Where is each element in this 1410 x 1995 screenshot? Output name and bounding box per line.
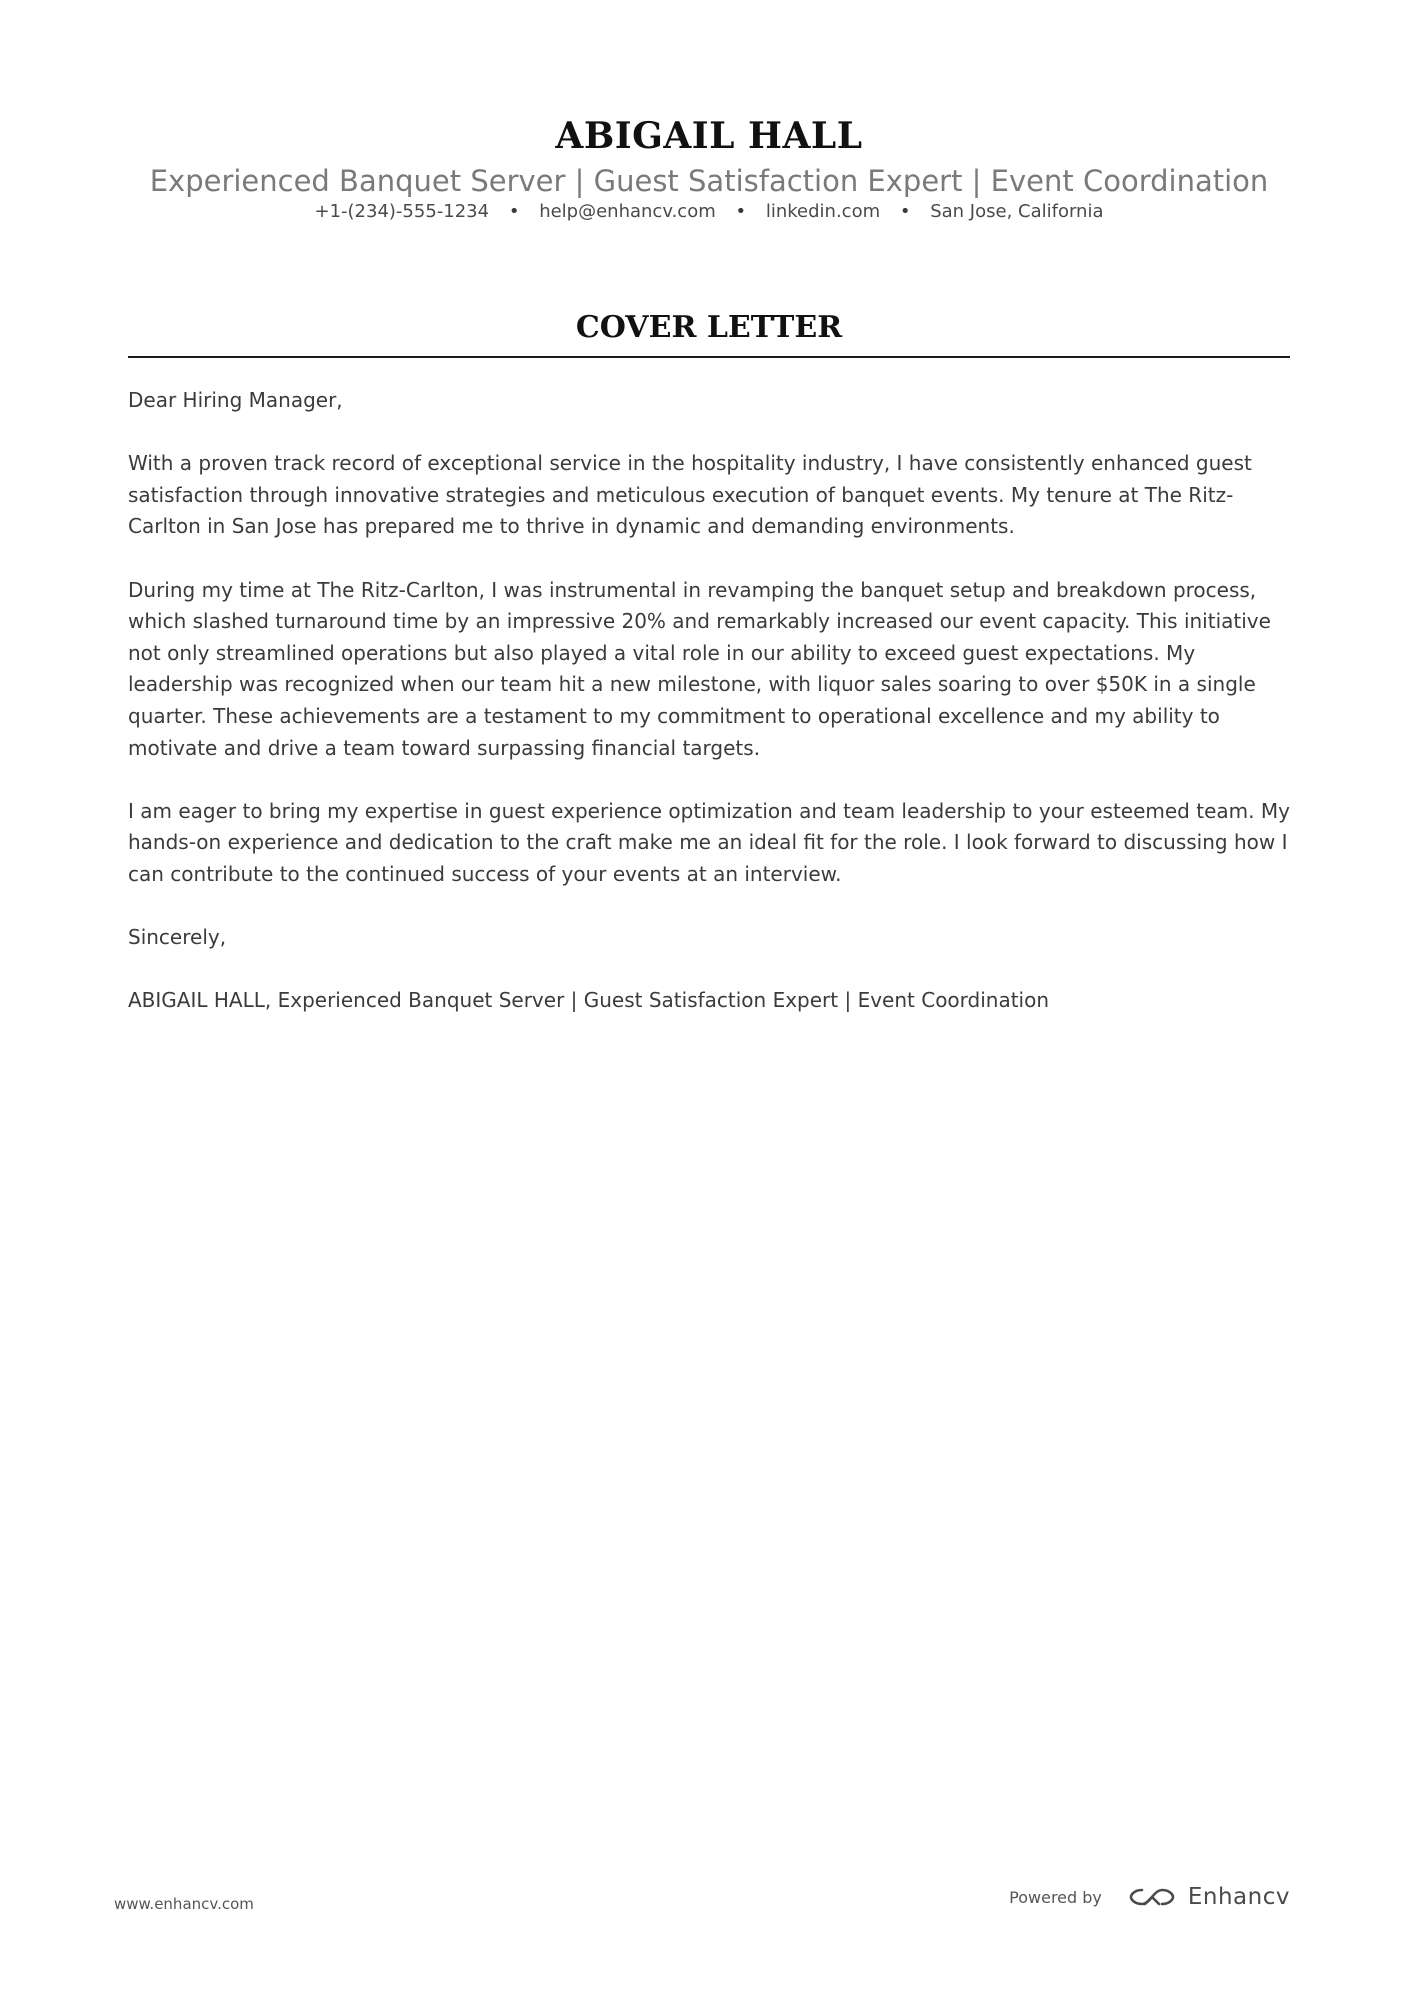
footer-branding — [1009, 1884, 1290, 1910]
contact-line — [128, 200, 1290, 224]
section-divider — [128, 356, 1290, 358]
contact-separator: • — [899, 201, 911, 222]
footer-website[interactable]: www.enhancv.com — [114, 1895, 254, 1913]
contact-location: San Jose, California — [930, 201, 1104, 222]
letter-paragraph: I am eager to bring my expertise in guest experience optimization and team leadership to your esteemed team. My hands-on experience and dedication to the craft make me an ideal fit for the role. I look forward to discussing how I can contribute to the continued success of your events at an interview. — [128, 798, 1290, 886]
enhancv-logo-text: Enhancv — [1187, 1884, 1290, 1910]
candidate-name: ABIGAIL HALL — [555, 115, 863, 157]
contact-email[interactable]: help@enhancv.com — [539, 201, 716, 222]
letter-closing: Sincerely, — [128, 925, 227, 950]
letter-body — [128, 385, 1290, 1048]
letter-salutation: Dear Hiring Manager, — [128, 388, 343, 412]
contact-separator: • — [508, 201, 520, 222]
letter-paragraph: With a proven track record of exceptional service in the hospitality industry, I have consistently enhanced guest satisfaction through innovative strategies and meticulous execution of banquet events. My tenure at The Ritz-Carlton in San Jose has prepared me to thrive in dynamic and demanding environments. — [128, 451, 1252, 539]
section-title: COVER LETTER — [575, 310, 843, 345]
enhancv-logo-icon — [1128, 1885, 1176, 1909]
powered-by-label: Powered by — [1009, 1887, 1102, 1907]
contact-separator: • — [735, 201, 747, 222]
letter-signature: ABIGAIL HALL, Experienced Banquet Server | Guest Satisfaction Expert | Event Coordination — [128, 988, 1050, 1013]
resume-header — [128, 112, 1290, 224]
contact-linkedin[interactable]: linkedin.com — [765, 201, 881, 222]
candidate-headline: Experienced Banquet Server | Guest Satisfaction Expert | Event Coordination — [149, 164, 1269, 198]
letter-paragraph: During my time at The Ritz-Carlton, I was instrumental in revamping the banquet setup and breakdown process, which slashed turnaround time by an impressive 20% and remarkably increased our event capacity. This initiative not only streamlined operations but also played a vital role in our ability to exceed guest expectations. My leadership was recognized when our team hit a new milestone, with liquor sales soaring to over $50K in a single quarter. These achievements are a testament to my commitment to operational excellence and my ability to motivate and drive a team toward surpassing financial targets. — [128, 577, 1271, 760]
contact-phone: +1-(234)-555-1234 — [314, 201, 490, 222]
